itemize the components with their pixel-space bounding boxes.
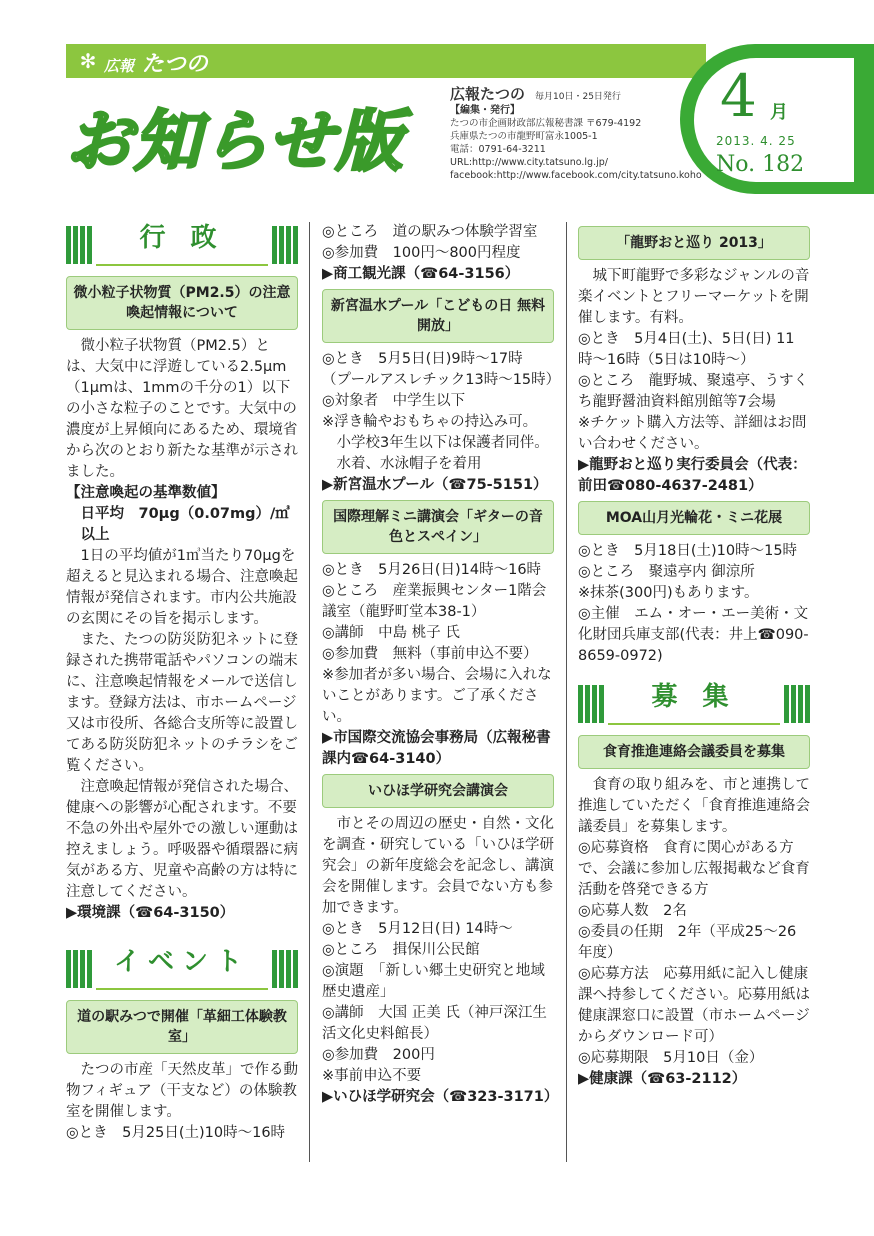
- header-band: [66, 44, 706, 78]
- article-body: 城下町龍野で多彩なジャンルの音楽イベントとフリーマーケットを開催します。有料。: [578, 268, 810, 326]
- std-value: 日平均 70μg（0.07mg）/㎥以上: [80, 506, 290, 543]
- oto-when: ◎とき 5月4日(土)、5日(日) 11時〜16時（5日は10時〜）: [578, 331, 795, 368]
- column-divider: [309, 222, 310, 1162]
- ibo-speaker: ◎講師 大国 正美 氏（神戸深江生活文化史料館長）: [322, 1005, 547, 1042]
- article-body: 1日の平均値が1㎥当たり70μgを超えると見込まれる場合、注意喚起情報が発信されます。市内公共施設の玄関にその旨を掲示します。: [66, 548, 298, 627]
- rec-number: ◎応募人数 2名: [578, 903, 687, 919]
- ibo-where: ◎ところ 揖保川公民館: [322, 942, 480, 958]
- column-2: [322, 222, 561, 1108]
- contact: ▶市国際交流協会事務局（広報秘書課内☎64-3140）: [322, 730, 551, 767]
- lecture-fee: ◎参加費 無料（事前申込不要）: [322, 646, 538, 662]
- edit-label: 【編集・発行】: [450, 105, 520, 116]
- event-fee: ◎参加費 100円〜800円程度: [322, 245, 521, 261]
- rec-method: ◎応募方法 応募用紙に記入し健康課へ持参してください。応募用紙は健康課窓口に設置（市ホームページからダウンロード可）: [578, 966, 810, 1045]
- article-body: また、たつの防災防犯ネットに登録された携帯電話やパソコンの端末に、注意喚起情報をメールで送信します。登録方法は、市ホームページ又は市役所、各総合支所等に設置してある防災防犯ネットのチラシをご覧ください。: [66, 632, 298, 774]
- contact: ▶環境課（☎64-3150）: [66, 905, 235, 921]
- ibo-fee: ◎参加費 200円: [322, 1047, 435, 1063]
- page-title: お知らせ版: [66, 103, 405, 180]
- facebook: facebook:http://www.facebook.com/city.tatsuno.koho: [450, 170, 702, 181]
- contact: ▶商工観光課（☎64-3156）: [322, 266, 520, 282]
- bars-icon: [784, 685, 810, 723]
- lecture-where: ◎ところ 産業振興センター1階会議室（龍野町堂本38-1）: [322, 583, 547, 620]
- article-title: 新宮温水プール「こどもの日 無料開放」: [322, 289, 554, 343]
- rec-term: ◎委員の任期 2年（平成25〜26年度）: [578, 924, 797, 961]
- rec-deadline: ◎応募期限 5月10日（金）: [578, 1050, 764, 1066]
- pool-note: ※浮き輪やおもちゃの持込み可。: [322, 414, 538, 430]
- std-label: 【注意喚起の基準数値】: [66, 485, 226, 501]
- lecture-note: ※参加者が多い場合、会場に入れないことがあります。ご了承ください。: [322, 667, 552, 725]
- address: 兵庫県たつの市龍野町富永1005-1: [450, 131, 598, 142]
- article-body: 市とその周辺の歴史・自然・文化を調査・研究している「いひほ学研究会」の新年度総会を記念し、講演会を開催します。会員でない方も参加できます。: [322, 816, 554, 916]
- contact: ▶いひほ学研究会（☎323-3171）: [322, 1089, 559, 1105]
- ibo-note: ※事前申込不要: [322, 1068, 422, 1084]
- article-body: 注意喚起情報が発信された場合、健康への影響が心配されます。不要不急の外出や屋外での激しい運動は控えましょう。呼吸器や循環器に病気がある方、児童や高齢の方は特に注意してください。: [66, 779, 298, 900]
- section-header-gyosei: 行 政: [66, 222, 298, 268]
- issue-number: No. 182: [716, 152, 805, 177]
- oto-note: ※チケット購入方法等、詳細はお問い合わせください。: [578, 415, 807, 452]
- publisher: たつの市企画財政部広報秘書課 〒679-4192: [450, 118, 642, 129]
- publisher-info: [450, 85, 702, 182]
- contact: ▶龍野おと巡り実行委員会（代表：前田☎080-4637-2481）: [578, 457, 807, 494]
- article-title: いひほ学研究会講演会: [322, 774, 554, 808]
- pub-schedule: 毎月10日・25日発行: [535, 92, 621, 102]
- pub-name: 広報たつの: [450, 85, 526, 103]
- article-title: 国際理解ミニ講演会「ギターの音色とスペイン」: [322, 500, 554, 554]
- moa-host: ◎主催 エム・オー・エー美術・文化財団兵庫支部(代表：井上☎090-8659-0972): [578, 606, 809, 664]
- column-divider: [566, 222, 567, 1162]
- ibo-topic: ◎演題 「新しい郷土史研究と地域歴史遺産」: [322, 963, 545, 1000]
- month: 4: [720, 62, 757, 130]
- article-body: 微小粒子状物質（PM2.5）とは、大気中に浮遊している2.5μm（1μmは、1mmの千分の1）以下の小さな粒子のことです。大気中の濃度が上昇傾向にあるため、環境省から次のとおり新たな基準が示されました。: [66, 338, 298, 480]
- article-title: MOA山月光輪花・ミニ花展: [578, 501, 810, 535]
- pool-note: 小学校3年生以下は保護者同伴。水着、水泳帽子を着用: [336, 435, 549, 472]
- moa-where: ◎ところ 聚遠亭内 御涼所: [578, 564, 755, 580]
- article-title: 「龍野おと巡り 2013」: [578, 226, 810, 260]
- rec-qualification: ◎応募資格 食育に関心がある方で、会議に参加し広報掲載など食育活動を啓発できる方: [578, 840, 810, 898]
- contact: ▶新宮温水プール（☎75-5151）: [322, 477, 548, 493]
- bars-icon: [272, 226, 298, 264]
- ibo-when: ◎とき 5月12日(日) 14時〜: [322, 921, 513, 937]
- issue-badge: [680, 44, 874, 194]
- pool-note: （プールアスレチック13時〜15時）: [322, 372, 561, 388]
- section-header-event: イベント: [66, 946, 298, 992]
- brand: 広報 たつの: [104, 51, 208, 77]
- url: URL:http://www.city.tatsuno.lg.jp/: [450, 157, 608, 168]
- article-body: 食育の取り組みを、市と連携して推進していただく「食育推進連絡会議委員」を募集します。: [578, 777, 810, 835]
- event-where: ◎ところ 道の駅みつ体験学習室: [322, 224, 538, 240]
- lecture-when: ◎とき 5月26日(日)14時〜16時: [322, 562, 542, 578]
- phone: 電話：0791-64-3211: [450, 144, 546, 155]
- event-when: ◎とき 5月25日(土)10時〜16時: [66, 1125, 286, 1141]
- article-title: 食育推進連絡会議委員を募集: [578, 735, 810, 769]
- issue-date: 2013. 4. 25: [716, 134, 796, 148]
- pool-target: ◎対象者 中学生以下: [322, 393, 466, 409]
- section-header-boshu: 募 集: [578, 681, 810, 727]
- article-body: たつの市産「天然皮革」で作る動物フィギュア（干支など）の体験教室を開催します。: [66, 1062, 298, 1120]
- moa-when: ◎とき 5月18日(土)10時〜15時: [578, 543, 798, 559]
- article-title: 微小粒子状物質（PM2.5）の注意喚起情報について: [66, 276, 298, 330]
- month-unit: 月: [770, 102, 788, 123]
- pool-when: ◎とき 5月5日(日)9時〜17時: [322, 351, 523, 367]
- article-title: 道の駅みつで開催「革細工体験教室」: [66, 1000, 298, 1054]
- column-1: [66, 222, 298, 1144]
- bars-icon: [272, 950, 298, 988]
- moa-note: ※抹茶(300円)もあります。: [578, 585, 759, 601]
- oto-where: ◎ところ 龍野城、聚遠亭、うすくち龍野醤油資料館別館等7会場: [578, 373, 809, 410]
- contact: ▶健康課（☎63-2112）: [578, 1071, 747, 1087]
- column-3: [578, 222, 810, 1090]
- lecture-speaker: ◎講師 中島 桃子 氏: [322, 625, 460, 641]
- city-logo-icon: ✻: [79, 49, 97, 73]
